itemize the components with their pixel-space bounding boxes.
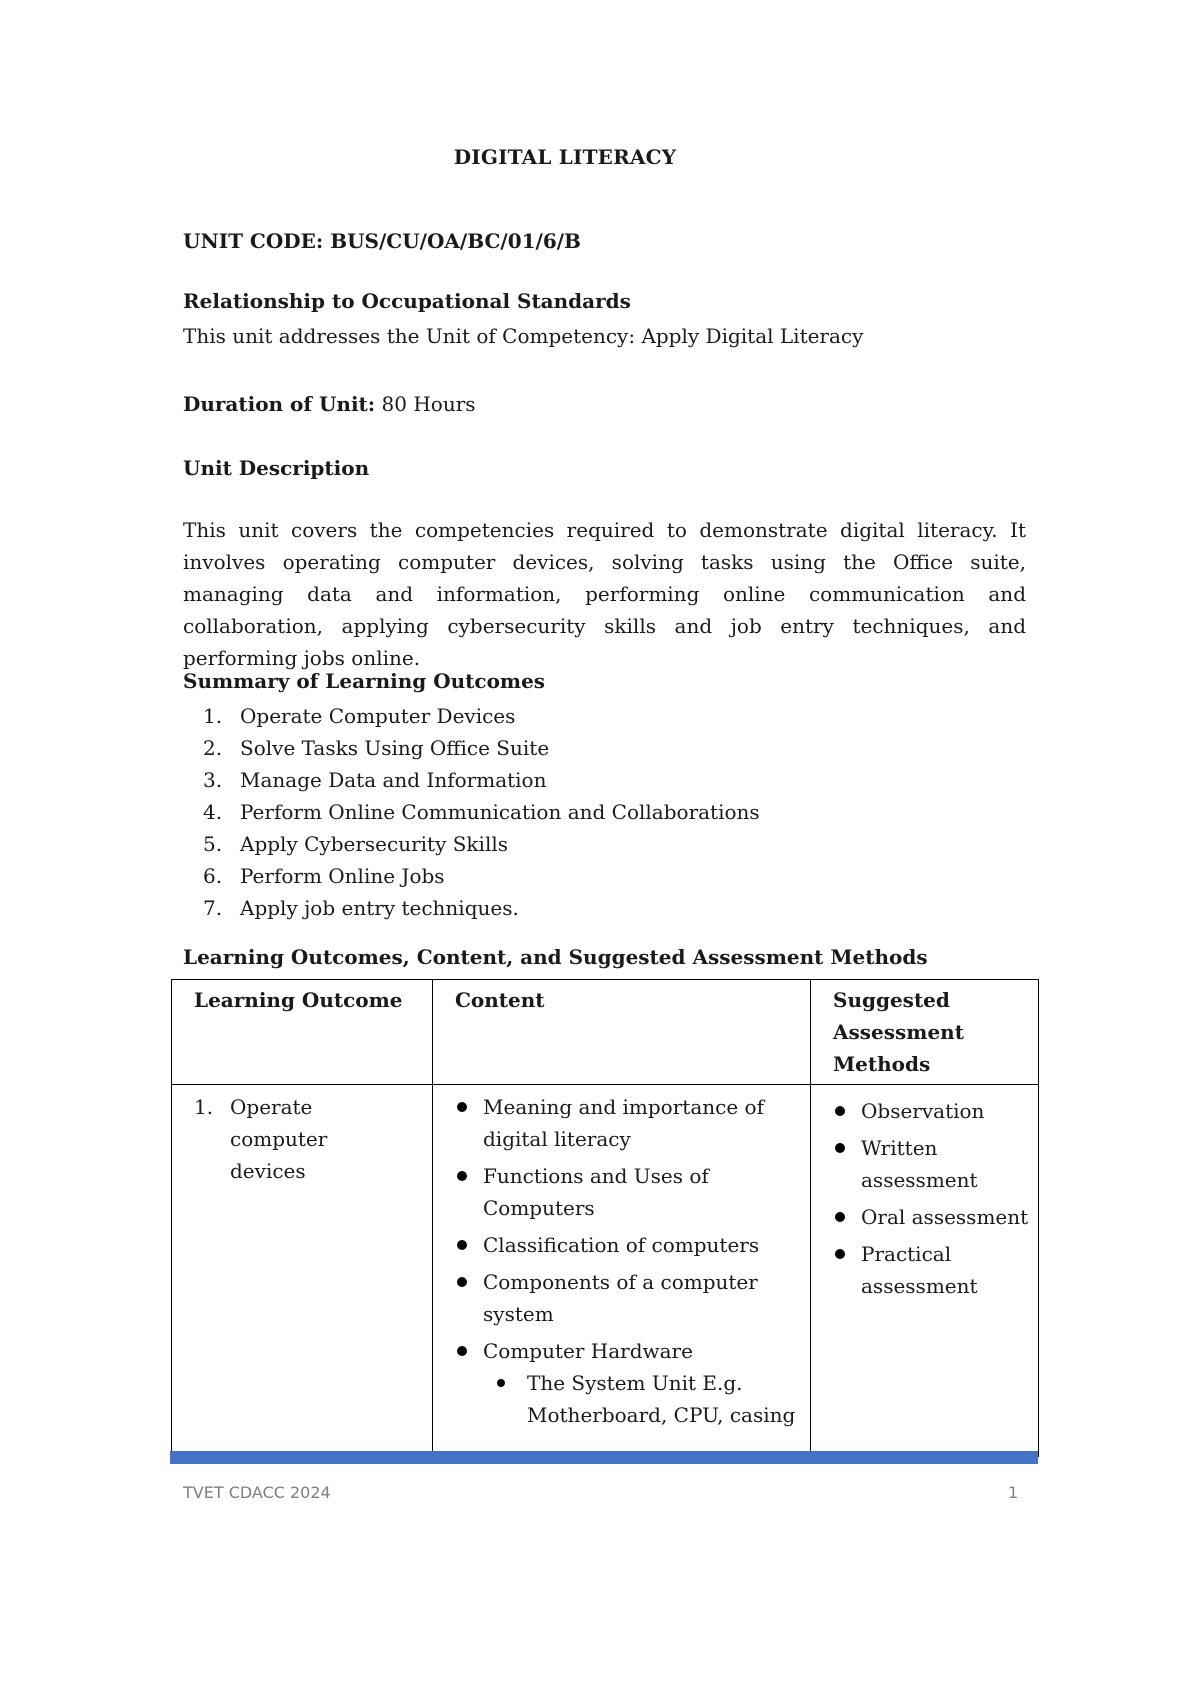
list-item-text: Solve Tasks Using Office Suite [240, 736, 550, 760]
column-header-assessment-methods: Suggested Assessment Methods [811, 980, 1039, 1085]
content-item: Functions and Uses of Computers [455, 1160, 810, 1224]
duration-label: Duration of Unit: [183, 392, 376, 416]
list-item-number: 5. [203, 832, 223, 856]
column-header-learning-outcome: Learning Outcome [172, 980, 433, 1085]
list-item-number: 7. [203, 896, 223, 920]
content-item: Classification of computers [455, 1229, 810, 1261]
list-item-number: 2. [203, 736, 223, 760]
list-item-number: 6. [203, 864, 223, 888]
learning-outcome-cell [172, 1085, 433, 1457]
content-item: Components of a computer system [455, 1266, 810, 1330]
duration-line [183, 392, 476, 416]
list-item-text: Operate Computer Devices [240, 704, 516, 728]
list-item-number: 1. [203, 704, 223, 728]
table-row [172, 1085, 1039, 1457]
assessment-cell [811, 1085, 1039, 1457]
relationship-text: This unit addresses the Unit of Competency: Apply Digital Literacy [183, 324, 864, 348]
content-item-text: Computer Hardware [483, 1339, 693, 1363]
content-item: Meaning and importance of digital literacy [455, 1091, 810, 1155]
unit-description-heading: Unit Description [183, 456, 370, 480]
unit-code: UNIT CODE: BUS/CU/OA/BC/01/6/B [183, 229, 581, 253]
assessment-item: Written assessment [833, 1132, 1038, 1196]
relationship-heading: Relationship to Occupational Standards [183, 289, 631, 313]
assessment-list [811, 1085, 1038, 1302]
outcome-number: 1. [194, 1095, 214, 1119]
assessment-item: Practical assessment [833, 1238, 1038, 1302]
content-subitem: The System Unit E.g. Motherboard, CPU, casing [527, 1367, 810, 1431]
list-item-text: Apply Cybersecurity Skills [240, 832, 509, 856]
list-item-number: 4. [203, 800, 223, 824]
content-list [433, 1085, 810, 1431]
unit-description-text: This unit covers the competencies required to demonstrate digital literacy. It involves operating computer devices, solving tasks using the Office suite, managing data and information, performing online communication and collaboration, applying cybersecurity skills and job entry techniques, and performing jobs online. [183, 518, 1026, 670]
list-item-text: Perform Online Jobs [240, 864, 445, 888]
page-number: 1 [1008, 1483, 1019, 1502]
column-header-content: Content [433, 980, 811, 1085]
list-item-text: Manage Data and Information [240, 768, 547, 792]
duration-value: 80 Hours [375, 392, 476, 416]
assessment-item: Oral assessment [833, 1201, 1038, 1233]
table-header-row [172, 980, 1039, 1085]
content-sublist [483, 1367, 810, 1431]
document-title: DIGITAL LITERACY [453, 145, 677, 169]
summary-heading: Summary of Learning Outcomes [183, 669, 546, 693]
footer-organization: TVET CDACC 2024 [183, 1483, 331, 1502]
assessment-table [171, 979, 1039, 1457]
list-item-text: Apply job entry techniques. [240, 896, 519, 920]
outcome-text: Operate computer devices [230, 1095, 328, 1183]
list-item-text: Perform Online Communication and Collaborations [240, 800, 760, 824]
list-item-number: 3. [203, 768, 223, 792]
assessment-item: Observation [833, 1095, 1038, 1127]
footer-divider-bar [170, 1451, 1038, 1464]
content-item-hardware [455, 1335, 810, 1431]
content-cell [433, 1085, 811, 1457]
table-heading: Learning Outcomes, Content, and Suggested Assessment Methods [183, 945, 928, 969]
